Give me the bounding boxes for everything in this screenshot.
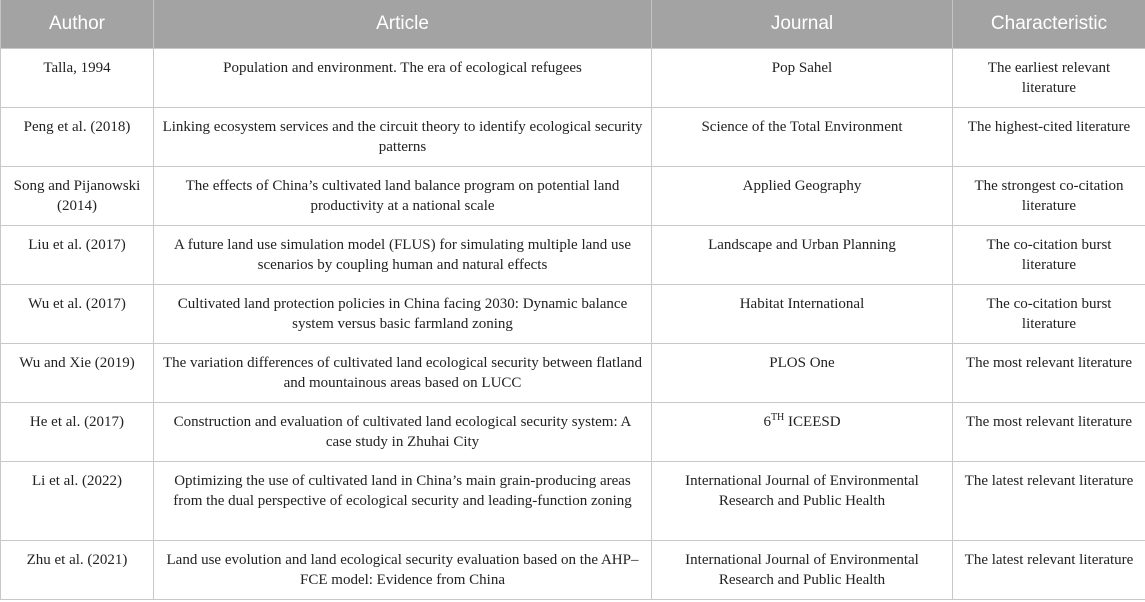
author-cell: Li et al. (2022): [1, 462, 154, 541]
journal-cell: Applied Geography: [652, 167, 953, 226]
author-cell: Song and Pijanowski (2014): [1, 167, 154, 226]
journal-cell: PLOS One: [652, 344, 953, 403]
journal-edition-suffix: TH: [770, 412, 785, 423]
journal-cell: Landscape and Urban Planning: [652, 226, 953, 285]
article-cell: Cultivated land protection policies in China facing 2030: Dynamic balance system versus basic farmland zoning: [154, 285, 652, 344]
article-cell: Optimizing the use of cultivated land in China’s main grain-producing areas from the dual perspective of ecological security and leading-function zoning: [154, 462, 652, 541]
table-row: [1, 108, 1145, 167]
author-cell: Peng et al. (2018): [1, 108, 154, 167]
author-cell: He et al. (2017): [1, 403, 154, 462]
table-header: [1, 0, 1145, 49]
journal-cell: Habitat International: [652, 285, 953, 344]
characteristic-cell: The earliest relevant literature: [953, 49, 1145, 108]
table-row: [1, 462, 1145, 541]
author-cell: Wu et al. (2017): [1, 285, 154, 344]
table-row: [1, 541, 1145, 600]
table-row: [1, 344, 1145, 403]
article-cell: Linking ecosystem services and the circuit theory to identify ecological security patterns: [154, 108, 652, 167]
article-cell: The effects of China’s cultivated land balance program on potential land productivity at a national scale: [154, 167, 652, 226]
journal-cell: Pop Sahel: [652, 49, 953, 108]
author-cell: Liu et al. (2017): [1, 226, 154, 285]
author-cell: Wu and Xie (2019): [1, 344, 154, 403]
journal-cell: [652, 403, 953, 462]
characteristic-cell: The most relevant literature: [953, 403, 1145, 462]
characteristic-cell: The co-citation burst literature: [953, 226, 1145, 285]
header-article: Article: [154, 0, 652, 49]
journal-edition-number: 6: [763, 414, 771, 430]
author-cell: Talla, 1994: [1, 49, 154, 108]
article-cell: A future land use simulation model (FLUS) for simulating multiple land use scenarios by coupling human and natural effects: [154, 226, 652, 285]
table-row: [1, 167, 1145, 226]
journal-conference-name: ICEESD: [784, 414, 841, 430]
characteristic-cell: The co-citation burst literature: [953, 285, 1145, 344]
header-author: Author: [1, 0, 154, 49]
characteristic-cell: The highest-cited literature: [953, 108, 1145, 167]
header-journal: Journal: [652, 0, 953, 49]
table-row: [1, 226, 1145, 285]
table-row: [1, 285, 1145, 344]
article-cell: Construction and evaluation of cultivated land ecological security system: A case study in Zhuhai City: [154, 403, 652, 462]
characteristic-cell: The most relevant literature: [953, 344, 1145, 403]
characteristic-cell: The latest relevant literature: [953, 541, 1145, 600]
author-cell: Zhu et al. (2021): [1, 541, 154, 600]
journal-cell: International Journal of Environmental Research and Public Health: [652, 541, 953, 600]
table-row: [1, 403, 1145, 462]
characteristic-cell: The latest relevant literature: [953, 462, 1145, 541]
header-characteristic: Characteristic: [953, 0, 1145, 49]
table-body: [1, 49, 1145, 600]
characteristic-cell: The strongest co-citation literature: [953, 167, 1145, 226]
article-cell: Population and environment. The era of ecological refugees: [154, 49, 652, 108]
article-cell: Land use evolution and land ecological security evaluation based on the AHP–FCE model: Evidence from China: [154, 541, 652, 600]
article-cell: The variation differences of cultivated land ecological security between flatland and mountainous areas based on LUCC: [154, 344, 652, 403]
journal-cell: Science of the Total Environment: [652, 108, 953, 167]
header-row: [1, 0, 1145, 49]
journal-cell: International Journal of Environmental Research and Public Health: [652, 462, 953, 541]
table-row: [1, 49, 1145, 108]
